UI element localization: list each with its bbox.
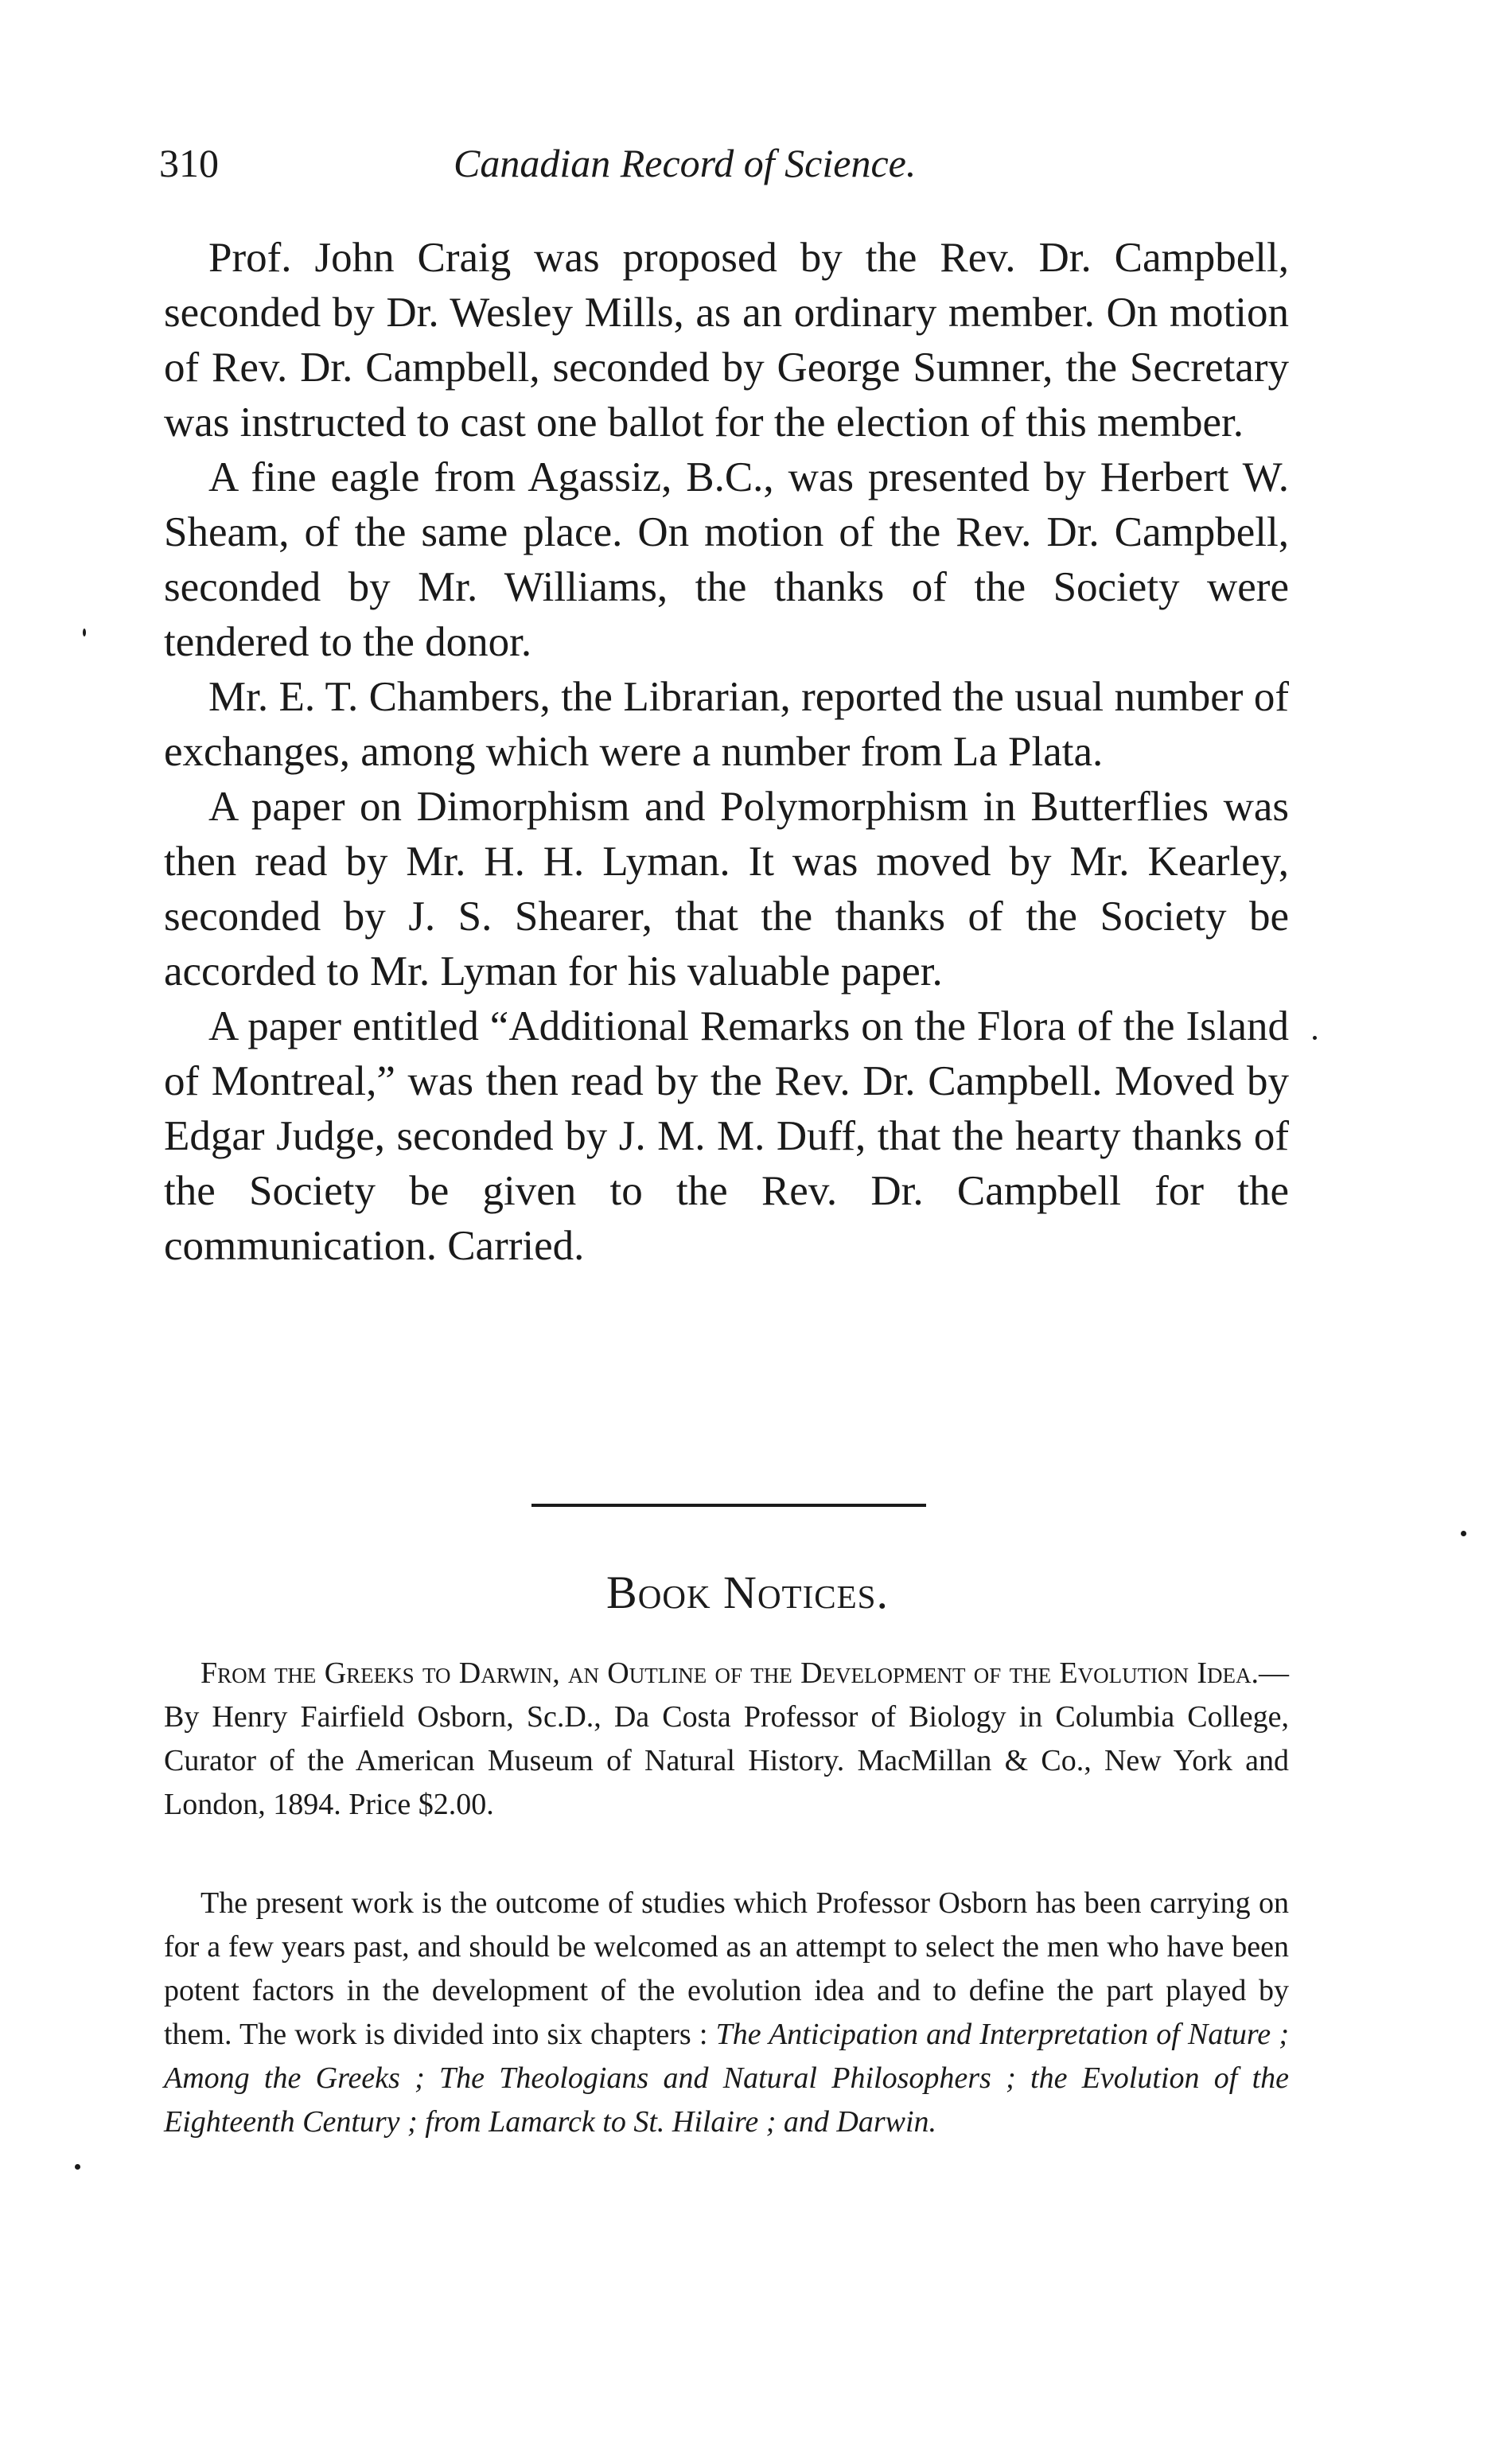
minutes-paragraph: A fine eagle from Agassiz, B.C., was presented by Herbert W. Sheam, of the same place. On motion of the Rev. Dr. Campbell, seconded by Mr. Williams, the thanks of the Society were tendered to the donor. xyxy=(164,454,1289,665)
minutes-paragraph: A paper on Dimorphism and Polymorphism in Butterflies was then read by Mr. H. H. Lyman. It was moved by Mr. Kearley, seconded by J. S. Shearer, that the thanks of the Society be accorded to Mr. Lyman for his valuable paper. xyxy=(164,784,1289,995)
section-heading: Book Notices. xyxy=(606,1567,889,1618)
review-text: The present work is the outcome of studies which Professor Osborn has been carrying on for a few years past, and should be welcomed as an attempt to select the men who have been potent factors in the development of the evolution idea and to define the part played by them. The work is divided into six chapters : xyxy=(164,1886,1289,2051)
scan-speck xyxy=(1313,1036,1317,1040)
running-title: Canadian Record of Science. xyxy=(454,141,917,185)
section-divider xyxy=(531,1504,926,1507)
minutes-paragraph: Mr. E. T. Chambers, the Librarian, reported the usual number of exchanges, among which were a number from La Plata. xyxy=(164,674,1289,775)
book-title: From the Greeks to Darwin, an Outline of the Development of the Evolution Idea. xyxy=(201,1656,1259,1690)
scan-speck xyxy=(83,629,86,636)
minutes-paragraph: A paper entitled “Additional Remarks on the Flora of the Island of Montreal,” was then read by the Rev. Dr. Campbell. Moved by Edgar Judge, seconded by J. M. M. Duff, that the hearty thanks of the Society be given to the Rev. Dr. Campbell for the communication. Carried. xyxy=(164,1003,1289,1269)
book-citation xyxy=(164,1652,1289,1827)
running-header xyxy=(159,140,1289,196)
scan-speck xyxy=(1461,1531,1466,1536)
book-review xyxy=(164,1882,1289,2144)
chapter-list: The Anticipation and Interpretation of Nature ; Among the Greeks ; The Theologians and Natural Philosophers ; the Evolution of the Eighteenth Century ; from Lamarck to St. Hilaire ; and Darwin. xyxy=(164,2018,1290,2139)
page-number: 310 xyxy=(159,141,219,185)
meeting-minutes xyxy=(164,231,1289,1274)
book-details: —By Henry Fairfield Osborn, Sc.D., Da Costa Professor of Biology in Columbia College, Curator of the American Museum of Natural History. MacMillan & Co., New York and London, 1894. Price $2.00. xyxy=(164,1656,1289,1821)
scan-speck xyxy=(75,2164,80,2170)
minutes-paragraph: Prof. John Craig was proposed by the Rev. Dr. Campbell, seconded by Dr. Wesley Mills, as an ordinary member. On motion of Rev. Dr. Campbell, seconded by George Sumner, the Secretary was instructed to cast one ballot for the election of this member. xyxy=(164,235,1289,446)
